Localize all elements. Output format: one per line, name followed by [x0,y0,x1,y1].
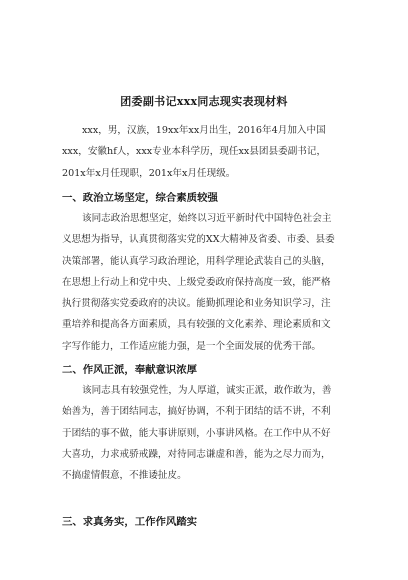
section-heading-2: 二、作风正派，奉献意识浓厚 [62,364,198,376]
paragraph-line: 重培养和提高各方面素质，具有较强的文化素养、理论素质和文 [62,319,331,331]
paragraph-line: 始善为，善于团结同志，搞好协调，不利于团结的话不讲，不利 [62,406,331,418]
intro-line: xxx，安徽hf人，xxx专业本科学历，现任xx县团县委副书记， [62,146,327,158]
paragraph-line: 该同志具有较强党性，为人厚道，诚实正派，敢作敢为，善 [82,385,332,396]
paragraph-line: 执行贯彻落实党委政府的决议。能勤抓理论和业务知识学习，注 [62,298,331,310]
section-1-paragraph [62,208,348,357]
paragraph-line: 字写作能力，工作适应能力强，是一个全面发展的优秀干部。 [62,340,322,352]
paragraph-line: 决策部署，能认真学习政治理论，用科学理论武装自己的头脑， [62,255,331,267]
intro-paragraph [62,120,348,184]
section-heading-1: 一、政治立场坚定，综合素质较强 [62,192,218,204]
document-title: 团委副书记xxx同志现实表现材料 [120,95,288,108]
paragraph-line: 该同志政治思想坚定，始终以习近平新时代中国特色社会主 [82,213,332,224]
paragraph-line: 在思想上行动上和党中央、上级党委政府保持高度一致，能严格 [62,276,331,288]
paragraph-line: 义思想为指导，认真贯彻落实党的XX大精神及省委、市委、县委 [62,234,335,246]
section-2-paragraph [62,380,348,486]
section-heading-3: 三、求真务实，工作作风踏实 [62,516,198,528]
paragraph-line: 不搞虚情假意，不推诿扯皮。 [62,470,187,482]
paragraph-line: 大喜功，力求戒骄戒躁，对待同志谦虚和善，能为之尽力而为， [62,448,331,460]
intro-line: xxx，男，汉族，19xx年xx月出生，2016年4月加入中国 [82,125,326,136]
intro-line: 201x年x月任现职，201x年x月任现级。 [62,167,236,179]
paragraph-line: 于团结的事不做，能大事讲原则，小事讲风格。在工作中从不好 [62,427,331,439]
